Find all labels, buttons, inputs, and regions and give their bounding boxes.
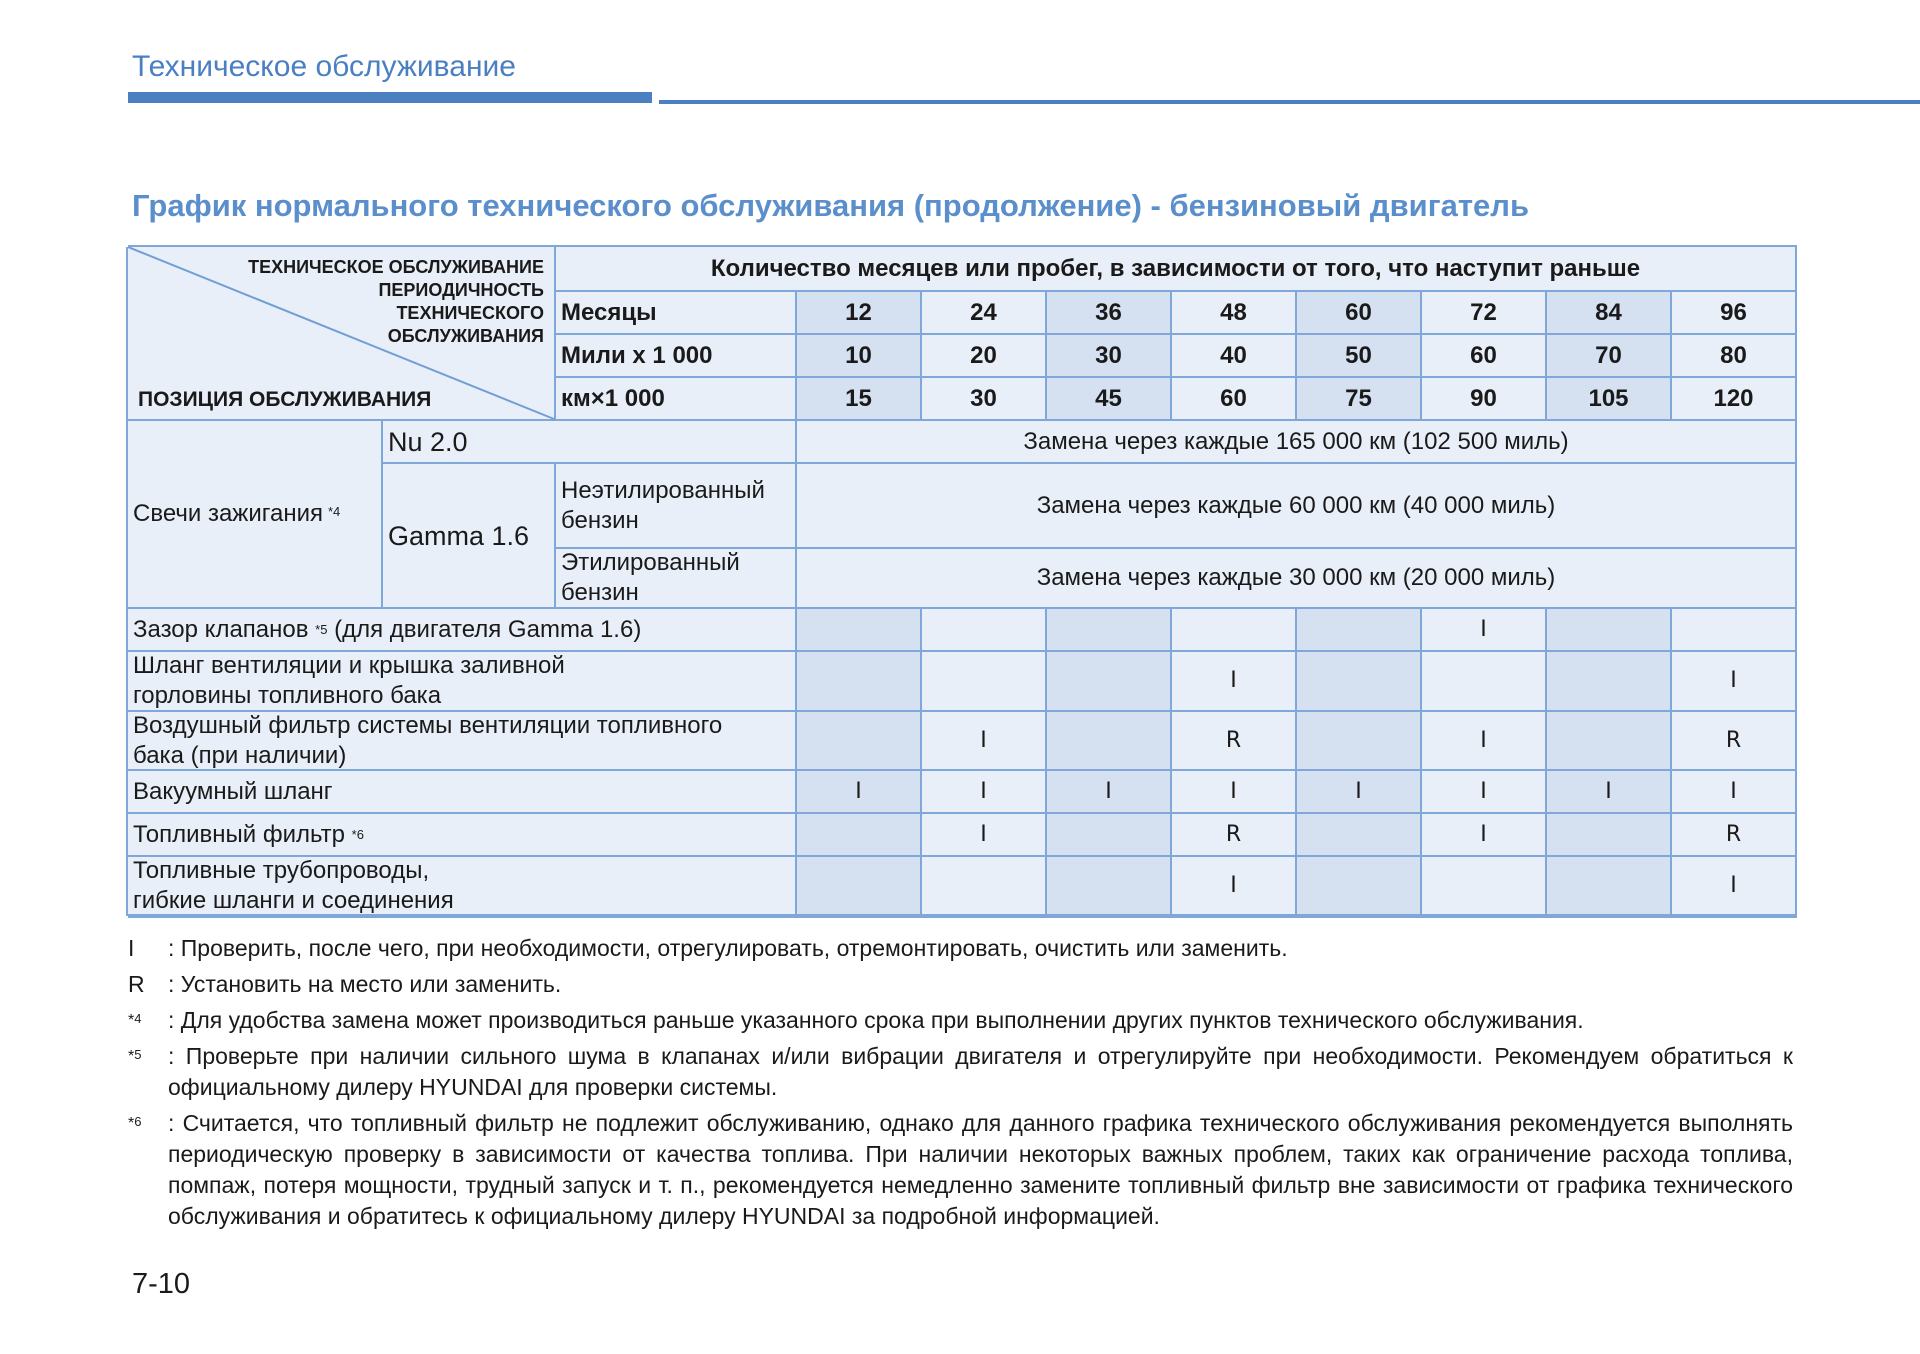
schedule-cell bbox=[797, 857, 922, 916]
legend-key-sup: 4 bbox=[134, 1011, 142, 1026]
schedule-cell bbox=[1547, 771, 1672, 814]
schedule-cell bbox=[922, 857, 1047, 916]
interval-value: 70 bbox=[1595, 341, 1622, 369]
legend-text: : Для удобства замена может производиться раньше указанного срока при выполнении других пунктов технического обслуживания. bbox=[168, 1007, 1584, 1033]
schedule-cell bbox=[1047, 771, 1172, 814]
schedule-cell bbox=[1672, 712, 1797, 771]
interval-value: 45 bbox=[1095, 384, 1122, 412]
interval-row-label bbox=[556, 335, 797, 378]
schedule-mark: I bbox=[980, 821, 987, 847]
interval-row-label-text: км×1 000 bbox=[561, 384, 665, 412]
nu-engine-label: Nu 2.0 bbox=[388, 426, 468, 457]
row-label-line bbox=[133, 886, 454, 916]
interval-value: 10 bbox=[845, 341, 872, 369]
schedule-row-label bbox=[128, 857, 797, 916]
schedule-mark: I bbox=[1730, 778, 1737, 804]
row-label-line bbox=[133, 711, 722, 741]
row-label-text: Топливный фильтр bbox=[133, 820, 352, 848]
nu-interval-text: Замена через каждые 165 000 км (102 500 миль) bbox=[1023, 427, 1569, 455]
section-title: Техническое обслуживание bbox=[132, 50, 516, 83]
row-label-text: Зазор клапанов bbox=[133, 615, 316, 643]
interval-value: 75 bbox=[1345, 384, 1372, 412]
interval-value-cell bbox=[1297, 292, 1422, 335]
interval-value-cell bbox=[1047, 378, 1172, 421]
schedule-mark: R bbox=[1725, 727, 1742, 753]
legend-note bbox=[128, 1108, 1793, 1232]
schedule-cell bbox=[1672, 771, 1797, 814]
nu-engine-cell bbox=[383, 421, 797, 464]
legend-note bbox=[128, 1041, 1793, 1103]
schedule-cell bbox=[1172, 609, 1297, 652]
schedule-cell bbox=[1547, 857, 1672, 916]
interval-value-cell bbox=[922, 292, 1047, 335]
interval-value-cell bbox=[797, 335, 922, 378]
schedule-cell bbox=[1672, 814, 1797, 857]
interval-value: 15 bbox=[845, 384, 872, 412]
legend-key-sup: 6 bbox=[134, 1114, 142, 1129]
row-label-text: Вакуумный шланг bbox=[133, 777, 333, 805]
unleaded-interval-text: Замена через каждые 60 000 км (40 000 миль) bbox=[1036, 491, 1556, 519]
schedule-cell bbox=[1422, 857, 1547, 916]
schedule-cell bbox=[1547, 609, 1672, 652]
row-label-line bbox=[133, 820, 364, 850]
interval-value-cell bbox=[1422, 292, 1547, 335]
interval-value-cell bbox=[1422, 335, 1547, 378]
legend-key-symbol: * bbox=[128, 1048, 135, 1065]
schedule-cell bbox=[797, 712, 922, 771]
row-label-text: горловины топливного бака bbox=[133, 682, 442, 709]
schedule-cell bbox=[1297, 857, 1422, 916]
schedule-cell bbox=[1297, 712, 1422, 771]
schedule-mark: I bbox=[980, 727, 987, 753]
header-bar-thick bbox=[128, 92, 652, 103]
schedule-cell bbox=[1297, 652, 1422, 712]
legend-text: : Считается, что топливный фильтр не подлежит обслуживанию, однако для данного графика технического обслуживания рекомендуется выполнять периодическую проверку в зависимости от качества топлива. При наличии некоторых важных проблем, таких как ограничение расхода топлива, помпаж, потеря мощности, трудный запуск и т. п., рекомендуется немедленно замените топливный фильтр вне зависимости от графика технического обслуживания и обратитесь к официальному дилеру HYUNDAI за подробной информацией. bbox=[168, 1110, 1793, 1229]
schedule-mark: R bbox=[1225, 821, 1242, 847]
schedule-cell bbox=[1172, 712, 1297, 771]
schedule-cell bbox=[1547, 712, 1672, 771]
interval-value: 72 bbox=[1470, 298, 1497, 326]
schedule-cell bbox=[1672, 857, 1797, 916]
schedule-mark: I bbox=[1230, 668, 1237, 693]
gamma-engine-cell bbox=[383, 464, 556, 609]
row-label-line bbox=[133, 651, 565, 681]
schedule-cell bbox=[1172, 814, 1297, 857]
row-label-line bbox=[133, 856, 429, 886]
schedule-cell bbox=[1047, 609, 1172, 652]
unleaded-label-line: бензин bbox=[561, 506, 639, 534]
schedule-cell bbox=[922, 814, 1047, 857]
schedule-mark: I bbox=[855, 778, 862, 804]
interval-header bbox=[556, 247, 1797, 292]
page-title: График нормального технического обслуживания (продолжение) - бензиновый двигатель bbox=[132, 188, 1530, 223]
interval-value: 60 bbox=[1345, 298, 1372, 326]
schedule-mark: R bbox=[1725, 821, 1742, 847]
schedule-cell bbox=[1172, 771, 1297, 814]
leaded-label-line: бензин bbox=[561, 579, 639, 606]
schedule-cell bbox=[922, 712, 1047, 771]
interval-value: 105 bbox=[1588, 384, 1629, 412]
schedule-row-label bbox=[128, 771, 797, 814]
schedule-cell bbox=[1297, 814, 1422, 857]
interval-value: 50 bbox=[1345, 341, 1372, 369]
row-label-line bbox=[133, 681, 441, 711]
interval-value: 60 bbox=[1220, 384, 1247, 412]
schedule-cell bbox=[1422, 771, 1547, 814]
legend-key bbox=[128, 1108, 168, 1232]
schedule-cell bbox=[1172, 652, 1297, 712]
interval-value-cell bbox=[1422, 378, 1547, 421]
interval-value-cell bbox=[1547, 378, 1672, 421]
interval-value: 12 bbox=[845, 298, 872, 326]
schedule-cell bbox=[1297, 609, 1422, 652]
row-label-line bbox=[133, 741, 346, 771]
leaded-interval-text: Замена через каждые 30 000 км (20 000 миль) bbox=[1036, 564, 1556, 591]
legend-notes bbox=[128, 933, 1793, 1237]
legend-key bbox=[128, 933, 168, 964]
footnote-ref: *6 bbox=[351, 826, 364, 842]
legend-text: : Проверить, после чего, при необходимости, отрегулировать, отремонтировать, очистить или заменить. bbox=[168, 935, 1288, 961]
schedule-mark: I bbox=[1230, 778, 1237, 804]
interval-row-label-text: Мили x 1 000 bbox=[561, 341, 713, 369]
interval-value: 40 bbox=[1220, 341, 1247, 369]
legend-key bbox=[128, 1005, 168, 1036]
schedule-cell bbox=[1047, 814, 1172, 857]
schedule-mark: R bbox=[1225, 727, 1242, 753]
schedule-mark: I bbox=[1230, 872, 1237, 898]
interval-row-label bbox=[556, 378, 797, 421]
interval-value-cell bbox=[797, 378, 922, 421]
row-label-text: Воздушный фильтр системы вентиляции топливного bbox=[133, 711, 723, 739]
interval-value: 60 bbox=[1470, 341, 1497, 369]
gamma-engine-label: Gamma 1.6 bbox=[388, 520, 530, 551]
schedule-mark: I bbox=[1480, 727, 1487, 753]
legend-text: : Установить на место или заменить. bbox=[168, 971, 562, 997]
corner-top-label-line: ОБСЛУЖИВАНИЯ bbox=[387, 326, 544, 346]
interval-value-cell bbox=[1672, 292, 1797, 335]
legend-key bbox=[128, 969, 168, 1000]
header-bar-thin bbox=[659, 100, 1920, 104]
row-label-line bbox=[133, 615, 641, 645]
row-label-text: гибкие шланги и соединения bbox=[133, 886, 454, 914]
interval-value-cell bbox=[1297, 378, 1422, 421]
interval-value-cell bbox=[1672, 378, 1797, 421]
row-label-text: Шланг вентиляции и крышка заливной bbox=[133, 652, 565, 679]
interval-value-cell bbox=[1172, 335, 1297, 378]
footnote-ref: *5 bbox=[315, 621, 328, 637]
legend-key-sup: 5 bbox=[134, 1047, 142, 1062]
schedule-mark: I bbox=[1605, 778, 1612, 804]
interval-value-cell bbox=[797, 292, 922, 335]
interval-header-text: Количество месяцев или пробег, в зависимости от того, что наступит раньше bbox=[710, 254, 1641, 282]
schedule-row-label bbox=[128, 814, 797, 857]
interval-value-cell bbox=[1172, 292, 1297, 335]
schedule-mark: I bbox=[1105, 778, 1112, 804]
spark-plugs-label-cell bbox=[128, 421, 383, 609]
schedule-cell bbox=[1422, 609, 1547, 652]
schedule-cell bbox=[1422, 652, 1547, 712]
interval-row-label bbox=[556, 292, 797, 335]
leaded-interval-cell bbox=[797, 549, 1797, 609]
leaded-label-line: Этилированный bbox=[561, 549, 740, 576]
corner-top-label bbox=[150, 256, 544, 348]
spark-plugs-label: Свечи зажигания bbox=[133, 500, 323, 527]
nu-interval-cell bbox=[797, 421, 1797, 464]
schedule-mark: I bbox=[1480, 616, 1487, 642]
interval-value-cell bbox=[1672, 335, 1797, 378]
corner-bottom-label: ПОЗИЦИЯ ОБСЛУЖИВАНИЯ bbox=[138, 388, 432, 411]
schedule-cell bbox=[922, 771, 1047, 814]
row-label-tail: (для двигателя Gamma 1.6) bbox=[327, 615, 642, 643]
schedule-cell bbox=[1672, 652, 1797, 712]
leaded-fuel-cell bbox=[556, 549, 797, 609]
schedule-mark: I bbox=[1355, 778, 1362, 804]
legend-note bbox=[128, 1005, 1793, 1036]
schedule-cell bbox=[797, 771, 922, 814]
corner-top-label-line: ПЕРИОДИЧНОСТЬ bbox=[378, 280, 544, 300]
unleaded-interval-cell bbox=[797, 464, 1797, 549]
page-number: 7-10 bbox=[132, 1268, 191, 1300]
interval-value: 30 bbox=[1095, 341, 1122, 369]
interval-value-cell bbox=[1547, 335, 1672, 378]
corner-top-label-line: ТЕХНИЧЕСКОЕ ОБСЛУЖИВАНИЕ bbox=[248, 257, 544, 277]
row-label-text: Топливные трубопроводы, bbox=[133, 856, 430, 884]
legend-text: : Проверьте при наличии сильного шума в клапанах и/или вибрации двигателя и отрегулируйте при необходимости. Рекомендуем обратиться к официальному дилеру HYUNDAI для проверки системы. bbox=[168, 1043, 1793, 1100]
schedule-row-label bbox=[128, 609, 797, 652]
interval-value-cell bbox=[922, 335, 1047, 378]
interval-value-cell bbox=[1297, 335, 1422, 378]
interval-value: 24 bbox=[970, 298, 997, 326]
interval-value: 36 bbox=[1095, 298, 1122, 326]
schedule-cell bbox=[1547, 652, 1672, 712]
legend-key-symbol: * bbox=[128, 1115, 135, 1132]
schedule-mark: I bbox=[1730, 668, 1737, 693]
schedule-cell bbox=[797, 609, 922, 652]
schedule-cell bbox=[797, 814, 922, 857]
schedule-cell bbox=[1047, 652, 1172, 712]
interval-value-cell bbox=[922, 378, 1047, 421]
unleaded-label-line: Неэтилированный bbox=[561, 476, 765, 504]
schedule-cell bbox=[1047, 857, 1172, 916]
schedule-cell bbox=[1297, 771, 1422, 814]
interval-value: 30 bbox=[970, 384, 997, 412]
schedule-cell bbox=[797, 652, 922, 712]
schedule-cell bbox=[922, 609, 1047, 652]
schedule-mark: I bbox=[1480, 821, 1487, 847]
schedule-mark: I bbox=[980, 778, 987, 804]
schedule-cell bbox=[1047, 712, 1172, 771]
interval-value: 80 bbox=[1720, 341, 1747, 369]
legend-key bbox=[128, 1041, 168, 1103]
legend-key-symbol: I bbox=[128, 935, 135, 961]
interval-value: 96 bbox=[1720, 298, 1747, 326]
interval-value: 48 bbox=[1220, 298, 1247, 326]
schedule-cell bbox=[1172, 857, 1297, 916]
schedule-cell bbox=[1422, 712, 1547, 771]
interval-row-label-text: Месяцы bbox=[561, 298, 657, 326]
interval-value-cell bbox=[1172, 378, 1297, 421]
interval-value: 20 bbox=[970, 341, 997, 369]
footnote-ref-4: *4 bbox=[327, 504, 341, 519]
row-label-line bbox=[133, 777, 333, 807]
schedule-cell bbox=[1422, 814, 1547, 857]
corner-top-label-line: ТЕХНИЧЕСКОГО bbox=[396, 303, 544, 323]
schedule-row-label bbox=[128, 652, 797, 712]
row-label-text: бака (при наличии) bbox=[133, 741, 347, 769]
schedule-cell bbox=[1672, 609, 1797, 652]
schedule-cell bbox=[922, 652, 1047, 712]
interval-value-cell bbox=[1047, 292, 1172, 335]
interval-value: 90 bbox=[1470, 384, 1497, 412]
schedule-mark: I bbox=[1730, 872, 1737, 898]
schedule-mark: I bbox=[1480, 778, 1487, 804]
legend-note bbox=[128, 969, 1793, 1000]
legend-key-symbol: R bbox=[128, 971, 145, 997]
interval-value: 84 bbox=[1595, 298, 1622, 326]
legend-note bbox=[128, 933, 1793, 964]
interval-value-cell bbox=[1047, 335, 1172, 378]
unleaded-fuel-cell bbox=[556, 464, 797, 549]
interval-value: 120 bbox=[1713, 384, 1754, 412]
legend-key-symbol: * bbox=[128, 1012, 135, 1029]
schedule-cell bbox=[1547, 814, 1672, 857]
schedule-row-label bbox=[128, 712, 797, 771]
interval-value-cell bbox=[1547, 292, 1672, 335]
